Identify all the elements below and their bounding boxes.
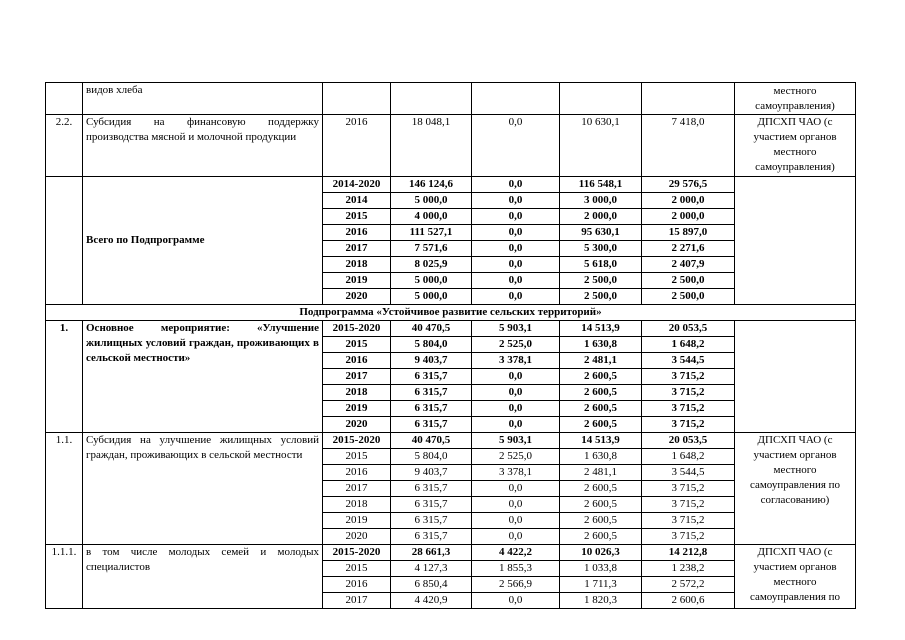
value-cell: 0,0 (472, 497, 560, 513)
year-cell: 2020 (323, 417, 391, 433)
year-cell: 2014 (323, 193, 391, 209)
section-title: Подпрограмма «Устойчивое развитие сельских территорий» (46, 305, 856, 321)
value-cell: 40 470,5 (391, 433, 472, 449)
value-cell: 5 804,0 (391, 449, 472, 465)
value-cell: 2 600,5 (560, 481, 642, 497)
year-cell: 2015 (323, 561, 391, 577)
value-cell: 3 378,1 (472, 465, 560, 481)
value-cell: 6 315,7 (391, 513, 472, 529)
value-cell: 2 566,9 (472, 577, 560, 593)
measure-name: Всего по Подпрограмме (83, 177, 323, 305)
year-cell: 2014-2020 (323, 177, 391, 193)
value-cell: 0,0 (472, 193, 560, 209)
value-cell: 2 500,0 (560, 289, 642, 305)
value-cell: 6 315,7 (391, 417, 472, 433)
value-cell: 4 422,2 (472, 545, 560, 561)
value-cell: 2 525,0 (472, 337, 560, 353)
value-cell: 6 315,7 (391, 401, 472, 417)
value-cell: 1 648,2 (642, 337, 735, 353)
row-number: 1.1. (46, 433, 83, 545)
value-cell: 3 378,1 (472, 353, 560, 369)
value-cell: 3 715,2 (642, 417, 735, 433)
measure-name: в том числе молодых семей и молодых специалистов (83, 545, 323, 609)
value-cell: 4 127,3 (391, 561, 472, 577)
value-cell: 0,0 (472, 369, 560, 385)
value-cell: 0,0 (472, 209, 560, 225)
value-cell: 2 481,1 (560, 353, 642, 369)
value-cell: 3 715,2 (642, 529, 735, 545)
value-cell: 2 000,0 (642, 193, 735, 209)
year-cell: 2018 (323, 257, 391, 273)
value-cell: 0,0 (472, 273, 560, 289)
year-cell: 2015 (323, 449, 391, 465)
value-cell: 0,0 (472, 481, 560, 497)
value-cell: 18 048,1 (391, 115, 472, 177)
year-cell: 2017 (323, 481, 391, 497)
value-cell: 2 600,5 (560, 513, 642, 529)
value-cell: 111 527,1 (391, 225, 472, 241)
value-cell: 2 500,0 (560, 273, 642, 289)
value-cell (642, 83, 735, 115)
row-number: 1. (46, 321, 83, 433)
value-cell: 9 403,7 (391, 465, 472, 481)
value-cell: 2 600,5 (560, 417, 642, 433)
value-cell: 116 548,1 (560, 177, 642, 193)
value-cell: 1 648,2 (642, 449, 735, 465)
table-row (46, 115, 856, 177)
value-cell: 20 053,5 (642, 321, 735, 337)
value-cell: 2 481,1 (560, 465, 642, 481)
year-cell: 2020 (323, 289, 391, 305)
year-cell: 2020 (323, 529, 391, 545)
measure-name: Субсидия на финансовую поддержку производства мясной и молочной продукции (83, 115, 323, 177)
value-cell: 0,0 (472, 257, 560, 273)
value-cell: 1 820,3 (560, 593, 642, 609)
value-cell: 5 903,1 (472, 321, 560, 337)
value-cell: 2 600,5 (560, 497, 642, 513)
value-cell: 3 715,2 (642, 401, 735, 417)
value-cell: 2 500,0 (642, 289, 735, 305)
value-cell: 95 630,1 (560, 225, 642, 241)
value-cell: 5 618,0 (560, 257, 642, 273)
value-cell: 6 315,7 (391, 481, 472, 497)
value-cell: 5 000,0 (391, 273, 472, 289)
value-cell: 3 715,2 (642, 481, 735, 497)
table-row (46, 545, 856, 561)
value-cell: 9 403,7 (391, 353, 472, 369)
measure-name: Основное мероприятие: «Улучшение жилищных условий граждан, проживающих в сельской местности» (83, 321, 323, 433)
value-cell (391, 83, 472, 115)
value-cell: 0,0 (472, 417, 560, 433)
row-number: 2.2. (46, 115, 83, 177)
year-cell: 2018 (323, 385, 391, 401)
value-cell: 5 903,1 (472, 433, 560, 449)
value-cell: 6 315,7 (391, 369, 472, 385)
value-cell: 2 525,0 (472, 449, 560, 465)
value-cell: 0,0 (472, 225, 560, 241)
value-cell (560, 83, 642, 115)
value-cell: 8 025,9 (391, 257, 472, 273)
budget-table (45, 82, 856, 609)
value-cell: 29 576,5 (642, 177, 735, 193)
value-cell: 2 271,6 (642, 241, 735, 257)
value-cell: 0,0 (472, 385, 560, 401)
value-cell: 28 661,3 (391, 545, 472, 561)
value-cell: 6 850,4 (391, 577, 472, 593)
value-cell: 5 804,0 (391, 337, 472, 353)
value-cell: 6 315,7 (391, 385, 472, 401)
value-cell: 146 124,6 (391, 177, 472, 193)
value-cell: 0,0 (472, 241, 560, 257)
value-cell: 0,0 (472, 593, 560, 609)
value-cell: 20 053,5 (642, 433, 735, 449)
section-row (46, 305, 856, 321)
value-cell: 1 711,3 (560, 577, 642, 593)
value-cell: 2 600,5 (560, 401, 642, 417)
year-cell: 2016 (323, 353, 391, 369)
value-cell: 0,0 (472, 289, 560, 305)
executor-cell (735, 177, 856, 305)
value-cell: 7 571,6 (391, 241, 472, 257)
value-cell: 6 315,7 (391, 497, 472, 513)
value-cell: 2 600,6 (642, 593, 735, 609)
value-cell: 4 000,0 (391, 209, 472, 225)
year-cell: 2017 (323, 369, 391, 385)
value-cell: 0,0 (472, 529, 560, 545)
value-cell: 1 033,8 (560, 561, 642, 577)
value-cell: 2 407,9 (642, 257, 735, 273)
value-cell: 14 513,9 (560, 321, 642, 337)
measure-name: видов хлеба (83, 83, 323, 115)
value-cell: 0,0 (472, 401, 560, 417)
value-cell: 10 630,1 (560, 115, 642, 177)
value-cell: 1 238,2 (642, 561, 735, 577)
table-row (46, 321, 856, 337)
value-cell: 14 212,8 (642, 545, 735, 561)
executor-cell: ДПСХП ЧАО (с участием органов местного самоуправления) (735, 115, 856, 177)
measure-name: Субсидия на улучшение жилищных условий граждан, проживающих в сельской местности (83, 433, 323, 545)
year-cell: 2015-2020 (323, 433, 391, 449)
table-row (46, 177, 856, 193)
value-cell: 0,0 (472, 115, 560, 177)
value-cell: 5 300,0 (560, 241, 642, 257)
value-cell: 2 572,2 (642, 577, 735, 593)
table-row (46, 83, 856, 115)
year-cell: 2015 (323, 337, 391, 353)
table-row (46, 433, 856, 449)
value-cell: 7 418,0 (642, 115, 735, 177)
value-cell: 2 600,5 (560, 385, 642, 401)
year-cell: 2019 (323, 401, 391, 417)
value-cell: 2 000,0 (560, 209, 642, 225)
value-cell: 15 897,0 (642, 225, 735, 241)
value-cell: 5 000,0 (391, 289, 472, 305)
year-cell: 2018 (323, 497, 391, 513)
value-cell: 1 855,3 (472, 561, 560, 577)
year-cell: 2015 (323, 209, 391, 225)
executor-cell: ДПСХП ЧАО (с участием органов местного самоуправления по согласованию) (735, 433, 856, 545)
value-cell: 40 470,5 (391, 321, 472, 337)
year-cell: 2016 (323, 577, 391, 593)
value-cell: 3 544,5 (642, 465, 735, 481)
year-cell: 2015-2020 (323, 321, 391, 337)
value-cell: 5 000,0 (391, 193, 472, 209)
row-number: 1.1.1. (46, 545, 83, 609)
year-cell: 2017 (323, 241, 391, 257)
value-cell: 3 544,5 (642, 353, 735, 369)
year-cell: 2016 (323, 115, 391, 177)
year-cell: 2016 (323, 465, 391, 481)
value-cell: 10 026,3 (560, 545, 642, 561)
value-cell: 4 420,9 (391, 593, 472, 609)
value-cell: 2 600,5 (560, 529, 642, 545)
value-cell (472, 83, 560, 115)
value-cell: 2 600,5 (560, 369, 642, 385)
row-number (46, 177, 83, 305)
value-cell: 3 715,2 (642, 369, 735, 385)
value-cell: 3 715,2 (642, 385, 735, 401)
year-cell: 2019 (323, 513, 391, 529)
value-cell: 3 000,0 (560, 193, 642, 209)
value-cell: 2 500,0 (642, 273, 735, 289)
year-cell: 2019 (323, 273, 391, 289)
value-cell: 1 630,8 (560, 337, 642, 353)
executor-cell: местного самоуправления) (735, 83, 856, 115)
year-cell: 2017 (323, 593, 391, 609)
row-number (46, 83, 83, 115)
value-cell: 3 715,2 (642, 513, 735, 529)
value-cell: 0,0 (472, 513, 560, 529)
value-cell: 6 315,7 (391, 529, 472, 545)
value-cell: 0,0 (472, 177, 560, 193)
value-cell: 2 000,0 (642, 209, 735, 225)
year-cell (323, 83, 391, 115)
year-cell: 2016 (323, 225, 391, 241)
executor-cell: ДПСХП ЧАО (с участием органов местного самоуправления по (735, 545, 856, 609)
value-cell: 3 715,2 (642, 497, 735, 513)
executor-cell (735, 321, 856, 433)
year-cell: 2015-2020 (323, 545, 391, 561)
value-cell: 1 630,8 (560, 449, 642, 465)
value-cell: 14 513,9 (560, 433, 642, 449)
